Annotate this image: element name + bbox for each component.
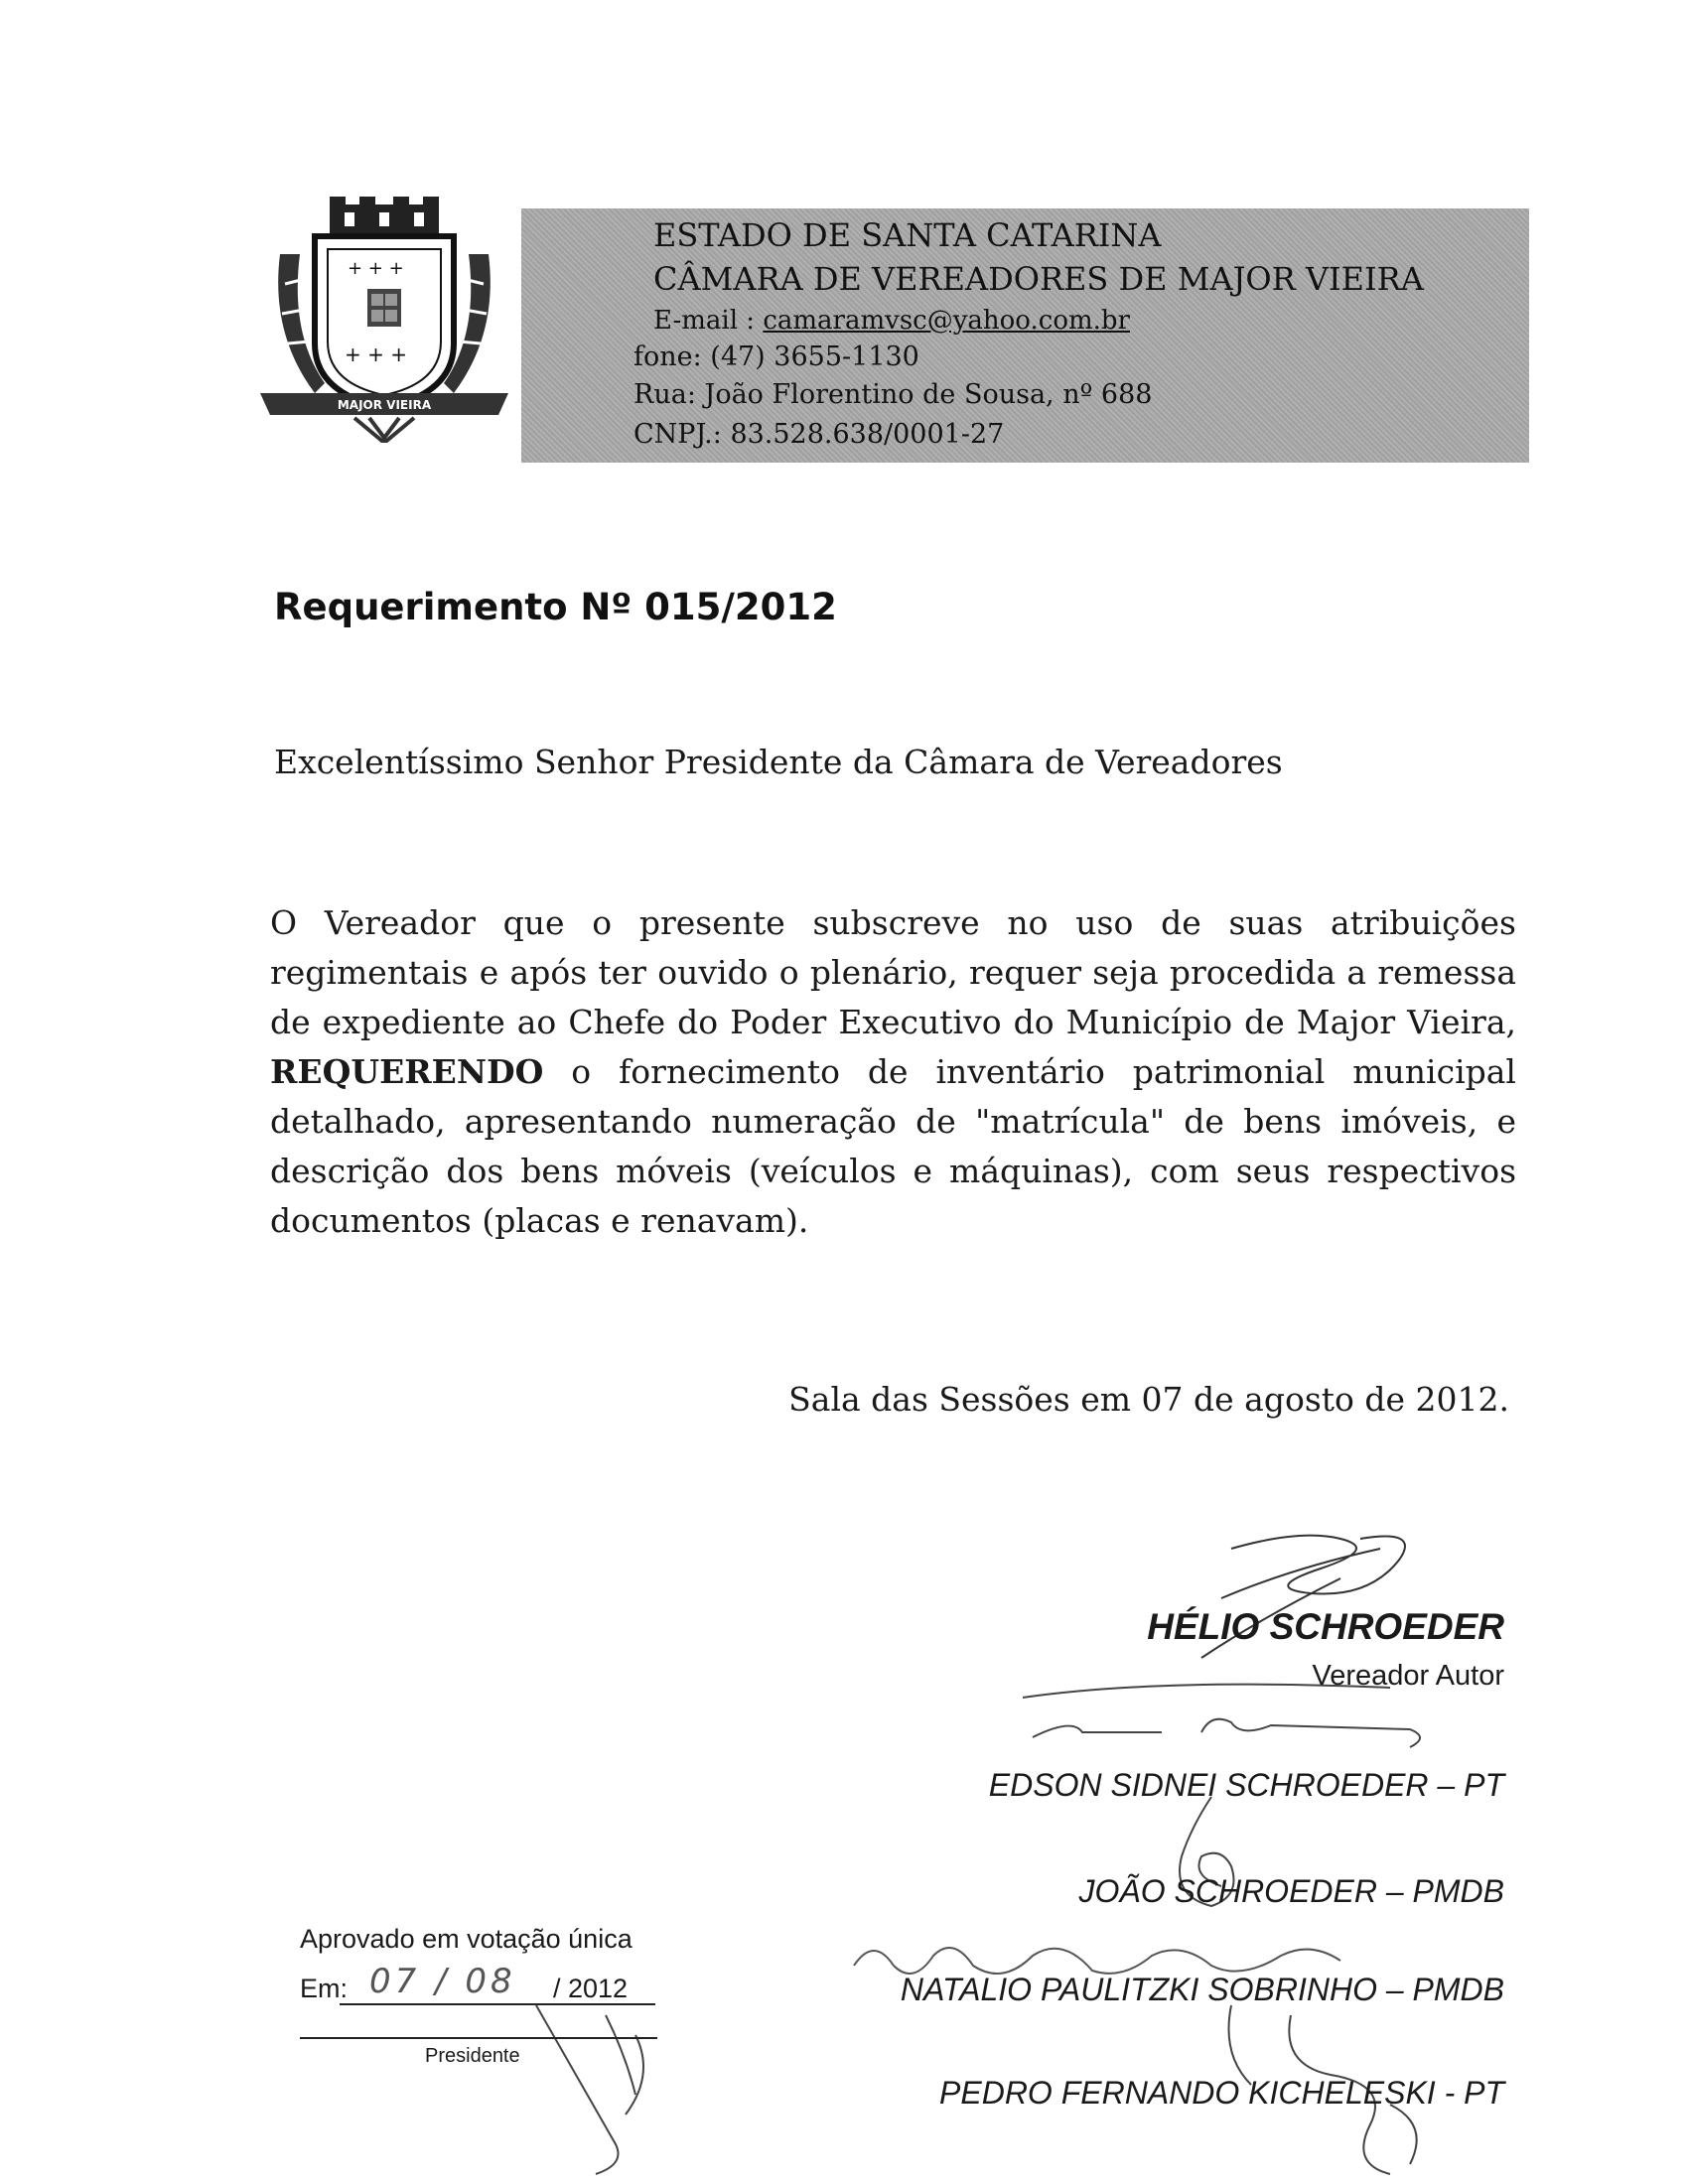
- body-paragraph: [270, 898, 1516, 1246]
- header-email: [653, 306, 1130, 336]
- cosigner-pedro: PEDRO FERNANDO KICHELESKI - PT: [939, 2075, 1504, 2111]
- approval-label: Aprovado em votação única: [300, 1924, 633, 1954]
- body-text-bold: REQUERENDO: [270, 1052, 544, 1091]
- header-state: ESTADO DE SANTA CATARINA: [653, 216, 1162, 254]
- approval-year: / 2012: [553, 1974, 629, 2003]
- approval-em-label: Em:: [300, 1974, 349, 2003]
- svg-text:+ + +: + + +: [348, 258, 404, 279]
- crest-banner-text: MAJOR VIEIRA: [337, 398, 432, 412]
- body-text-part2: o fornecimento de inventário patrimonial municipal detalhado, apresentando numeração de "matrícula" de bens imóveis, e descrição dos bens móveis (veículos e máquinas), com seus respectivos documentos (placas e renavam).: [270, 1052, 1516, 1240]
- cosigner-joao: JOÃO SCHROEDER – PMDB: [1078, 1873, 1504, 1909]
- approval-handwritten-date: 07 / 08: [369, 1962, 516, 2001]
- header-address: Rua: João Florentino de Sousa, nº 688: [633, 379, 1153, 410]
- signature-scribble-president: [516, 1995, 675, 2184]
- session-date: Sala das Sessões em 07 de agosto de 2012.: [788, 1380, 1509, 1419]
- letterhead-box: [521, 208, 1529, 463]
- svg-text:+ + +: + + +: [345, 342, 407, 366]
- header-email-label: E-mail :: [653, 306, 764, 336]
- coat-of-arms-icon: [260, 195, 508, 443]
- president-label: Presidente: [425, 2045, 520, 2067]
- cosigner-natalio: NATALIO PAULITZKI SOBRINHO – PMDB: [900, 1972, 1504, 2007]
- header-email-link[interactable]: camaramvsc@yahoo.com.br: [763, 306, 1130, 336]
- salutation: Excelentíssimo Senhor Presidente da Câmara de Vereadores: [274, 743, 1283, 781]
- author-role: Vereador Autor: [1312, 1660, 1504, 1692]
- header-cnpj: CNPJ.: 83.528.638/0001-27: [633, 419, 1005, 450]
- header-chamber: CÂMARA DE VEREADORES DE MAJOR VIEIRA: [653, 260, 1424, 298]
- author-name: HÉLIO SCHROEDER: [1147, 1606, 1504, 1647]
- document-title: Requerimento Nº 015/2012: [274, 586, 837, 628]
- body-text-part1: O Vereador que o presente subscreve no uso de suas atribuições regimentais e após ter ouvido o plenário, requer seja procedida a remessa de expediente ao Chefe do Poder Executivo do Município de Major Vieira,: [270, 903, 1516, 1041]
- president-signature-line: [300, 2037, 657, 2039]
- header-phone: fone: (47) 3655-1130: [633, 341, 919, 372]
- cosigner-edson: EDSON SIDNEI SCHROEDER – PT: [988, 1767, 1504, 1803]
